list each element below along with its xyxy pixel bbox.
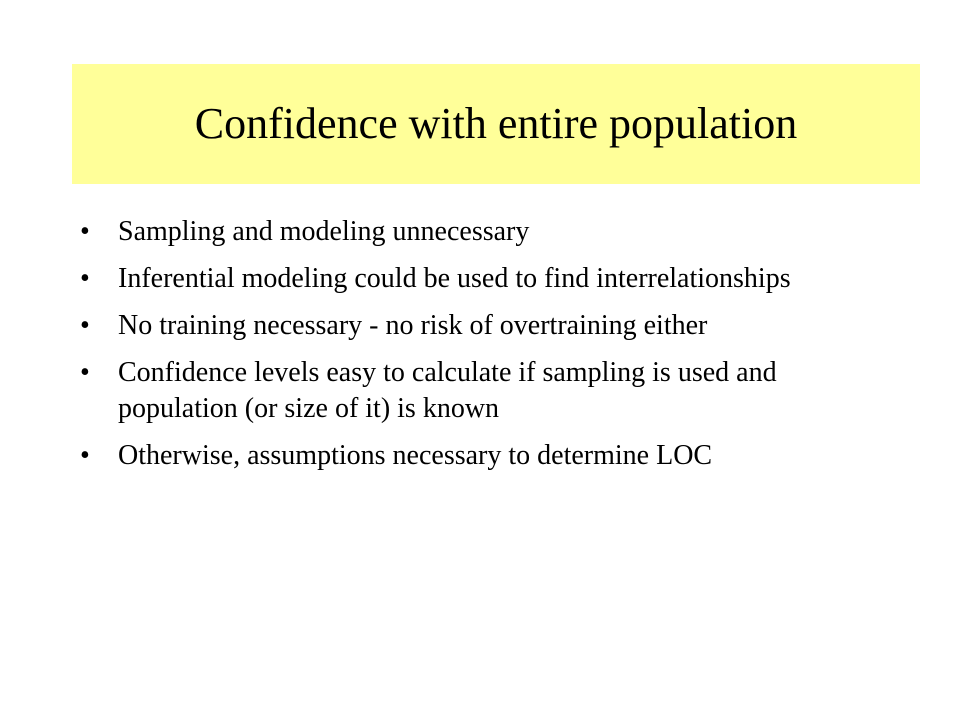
- bullet-text: Inferential modeling could be used to find interrelationships: [118, 263, 791, 294]
- bullet-dot-icon: •: [80, 216, 90, 247]
- bullet-list: [80, 214, 880, 485]
- slide-title: Confidence with entire population: [194, 98, 798, 148]
- bullet-item: [80, 438, 880, 474]
- bullet-dot-icon: •: [80, 440, 90, 471]
- bullet-item: [80, 355, 880, 427]
- bullet-dot-icon: •: [80, 357, 90, 388]
- bullet-item: [80, 214, 880, 250]
- title-banner: [72, 64, 920, 184]
- bullet-text: Sampling and modeling unnecessary: [118, 216, 530, 247]
- bullet-text: No training necessary - no risk of overtraining either: [118, 310, 708, 341]
- bullet-dot-icon: •: [80, 310, 90, 341]
- bullet-text: Confidence levels easy to calculate if sampling is used and population (or size of it) is known: [118, 357, 777, 424]
- bullet-item: [80, 308, 880, 344]
- bullet-dot-icon: •: [80, 263, 90, 294]
- bullet-text: Otherwise, assumptions necessary to determine LOC: [118, 440, 713, 471]
- bullet-item: [80, 261, 880, 297]
